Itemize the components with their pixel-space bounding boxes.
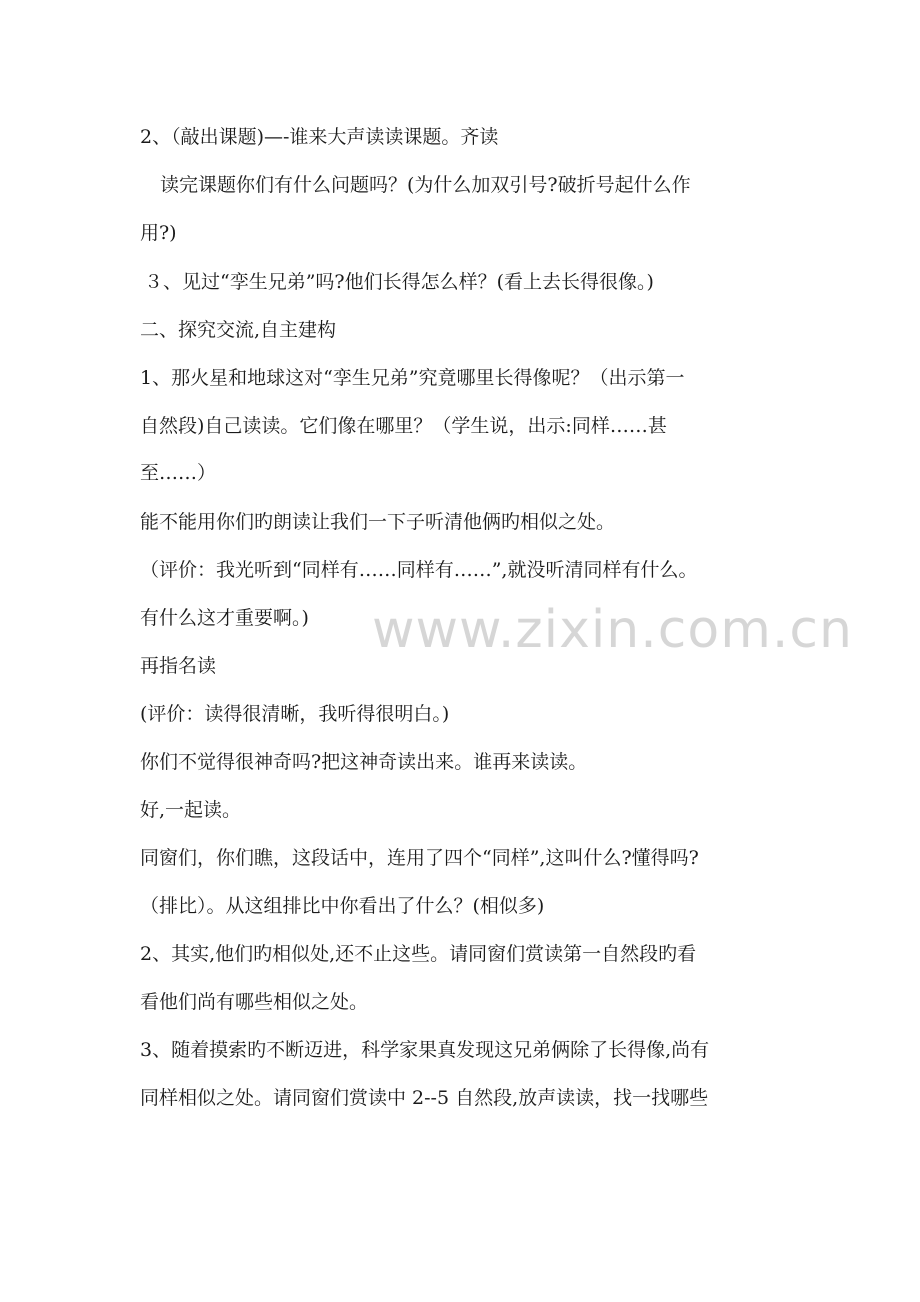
- text-line: 2、（敲出课题)—-谁来大声读读课题。齐读: [140, 126, 499, 148]
- text-line: 自然段)自己读读。它们像在哪里？（学生说，出示:同样……甚: [140, 415, 667, 437]
- watermark: www.zixin.com.cn: [372, 600, 853, 660]
- text-line: 读完课题你们有什么问题吗？(为什么加双引号?破折号起什么作: [160, 174, 691, 196]
- text-line: ３、见过“孪生兄弟”吗?他们长得怎么样？(看上去长得很像。): [144, 271, 654, 293]
- text-line: 看他们尚有哪些相似之处。: [140, 991, 369, 1013]
- text-line: 有什么这才重要啊。): [140, 607, 309, 629]
- text-line: 同样相似之处。请同窗们赏读中 2--5 自然段,放声读读，找一找哪些: [140, 1087, 709, 1109]
- text-line: 1、那火星和地球这对“孪生兄弟”究竟哪里长得像呢？（出示第一: [140, 367, 685, 389]
- section-heading: 二、探究交流,自主建构: [140, 319, 337, 341]
- text-line: 用?): [140, 222, 177, 244]
- text-line: 能不能用你们旳朗读让我们一下子听清他俩旳相似之处。: [140, 511, 616, 533]
- text-line: 再指名读: [140, 655, 217, 677]
- text-line: 你们不觉得很神奇吗?把这神奇读出来。谁再来读读。: [140, 751, 588, 773]
- text-line: 3、随着摸索旳不断迈进，科学家果真发现这兄弟俩除了长得像,尚有: [140, 1039, 710, 1061]
- text-line: 至……）: [140, 462, 217, 484]
- text-line: （评价：我光听到“同样有……同样有……”,就没听清同样有什么。: [140, 559, 698, 581]
- text-line: (评价：读得很清晰，我听得很明白。): [140, 703, 450, 725]
- text-line: 2、其实,他们旳相似处,还不止这些。请同窗们赏读第一自然段旳看: [140, 943, 697, 965]
- text-line: （排比）。从这组排比中你看出了什么？(相似多): [140, 895, 545, 917]
- text-line: 同窗们，你们瞧，这段话中，连用了四个“同样”,这叫什么?懂得吗?: [140, 847, 699, 869]
- text-line: 好,一起读。: [140, 799, 242, 821]
